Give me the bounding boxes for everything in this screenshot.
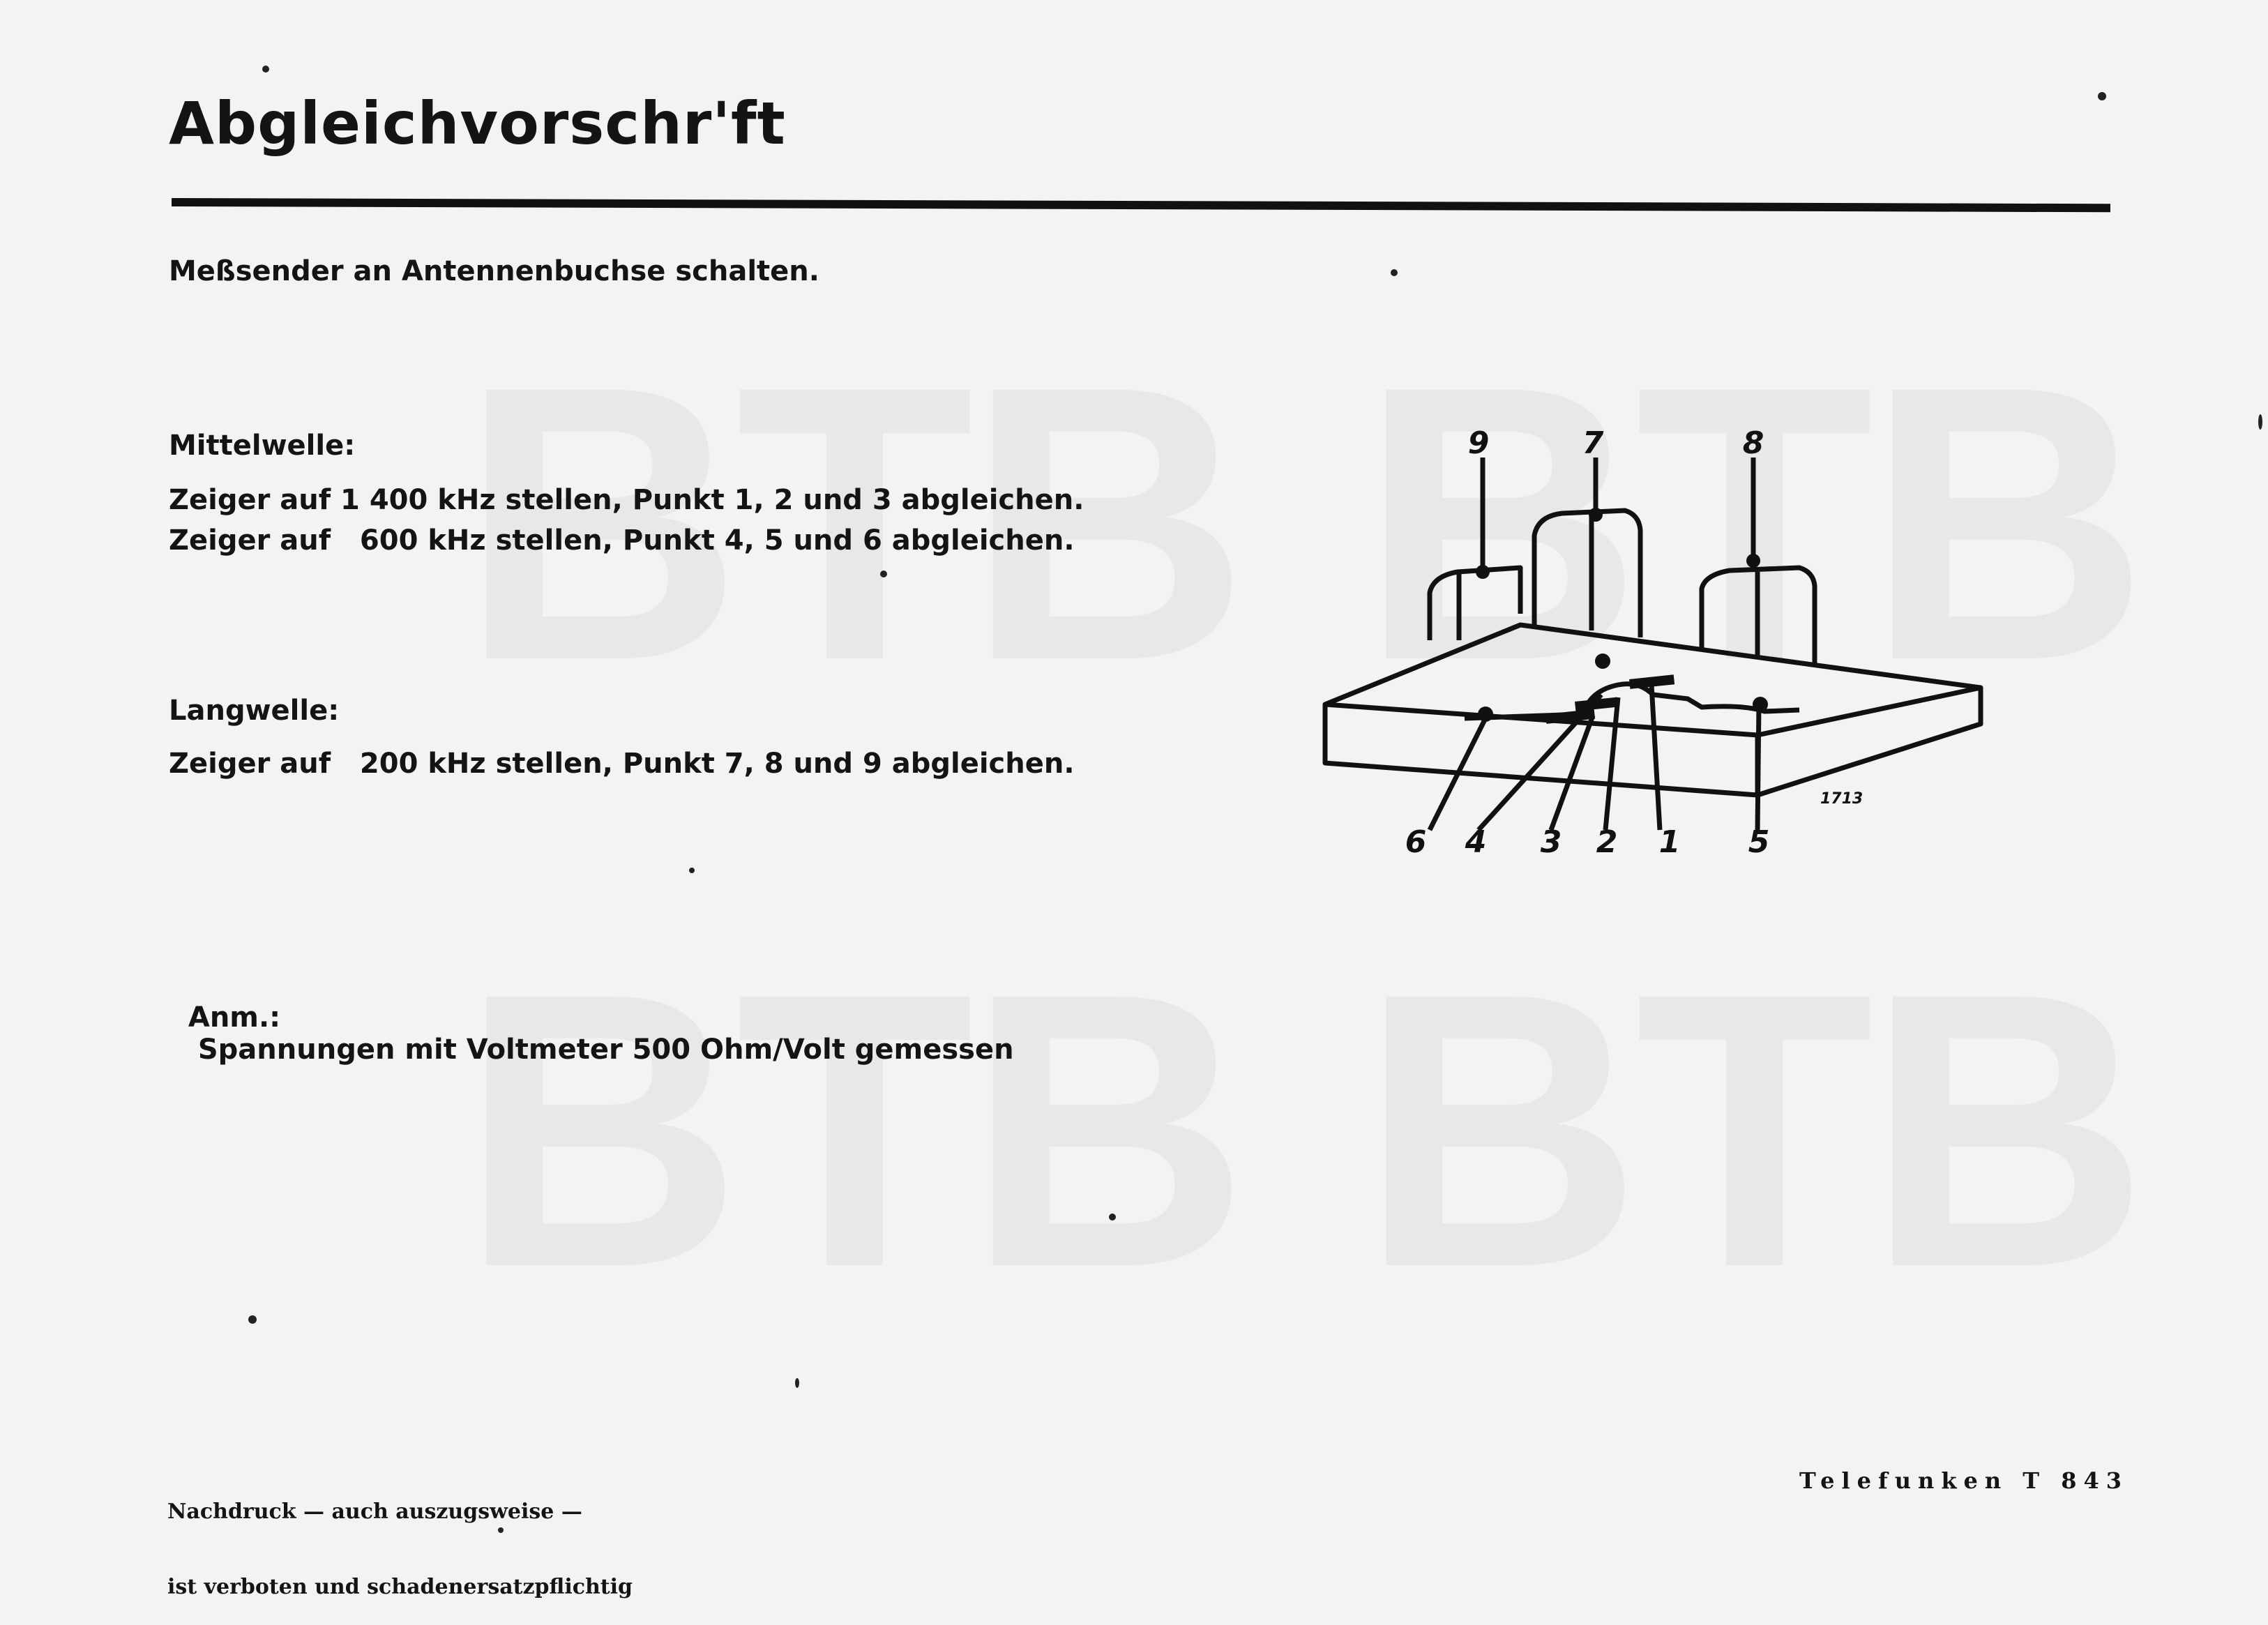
page-footer-model: Telefunken T 843 [1799, 1467, 2129, 1494]
copyright-notice [167, 1449, 633, 1625]
diagram-label-bottom: 6 [1405, 824, 1427, 860]
scan-speck [2258, 414, 2262, 430]
copyright-line-1: Nachdruck — auch auszugsweise — [167, 1499, 582, 1524]
note-label: Anm.: [188, 1002, 281, 1034]
copyright-line-2: ist verboten und schadenersatzpflichtig [167, 1575, 633, 1599]
note-line [169, 969, 1014, 1066]
scan-speck [2098, 92, 2106, 100]
scan-speck [880, 570, 887, 577]
diagram-label-bottom: 5 [1748, 824, 1770, 860]
section-heading-langwelle: Langwelle: [169, 695, 340, 727]
diagram-label-bottom: 3 [1540, 824, 1562, 860]
alignment-diagram [1311, 418, 2009, 879]
diagram-label-top: 7 [1582, 425, 1604, 461]
intro-text: Meßsender an Antennenbuchse schalten. [169, 255, 819, 287]
instruction-line: Zeiger auf 1 400 kHz stellen, Punkt 1, 2 und 3 abgleichen. [169, 484, 1084, 516]
watermark-bottom-right [1360, 935, 2142, 1325]
diagram-label-bottom: 4 [1465, 824, 1487, 860]
note-text: Spannungen mit Voltmeter 500 Ohm/Volt gemessen [197, 1034, 1014, 1066]
instruction-line: Zeiger auf 200 kHz stellen, Punkt 7, 8 und 9 abgleichen. [169, 748, 1075, 780]
page-title: Abgleichvorschr'ft [169, 89, 786, 158]
instruction-line: Zeiger auf 600 kHz stellen, Punkt 4, 5 und 6 abgleichen. [169, 524, 1075, 557]
scan-speck [1391, 269, 1398, 276]
scan-speck [795, 1378, 799, 1388]
scan-speck [262, 66, 269, 73]
section-heading-mittelwelle: Mittelwelle: [169, 430, 356, 462]
figure-number: 1713 [1820, 790, 1863, 808]
scan-speck [498, 1527, 504, 1533]
scan-speck [248, 1315, 257, 1324]
diagram-label-bottom: 1 [1658, 824, 1681, 860]
scan-speck [1109, 1214, 1116, 1220]
watermark-top-left [460, 328, 1242, 718]
scan-speck [689, 868, 695, 873]
title-rule [172, 198, 2110, 212]
diagram-label-top: 8 [1742, 425, 1764, 461]
diagram-label-top: 9 [1467, 425, 1490, 461]
diagram-label-bottom: 2 [1596, 824, 1618, 860]
